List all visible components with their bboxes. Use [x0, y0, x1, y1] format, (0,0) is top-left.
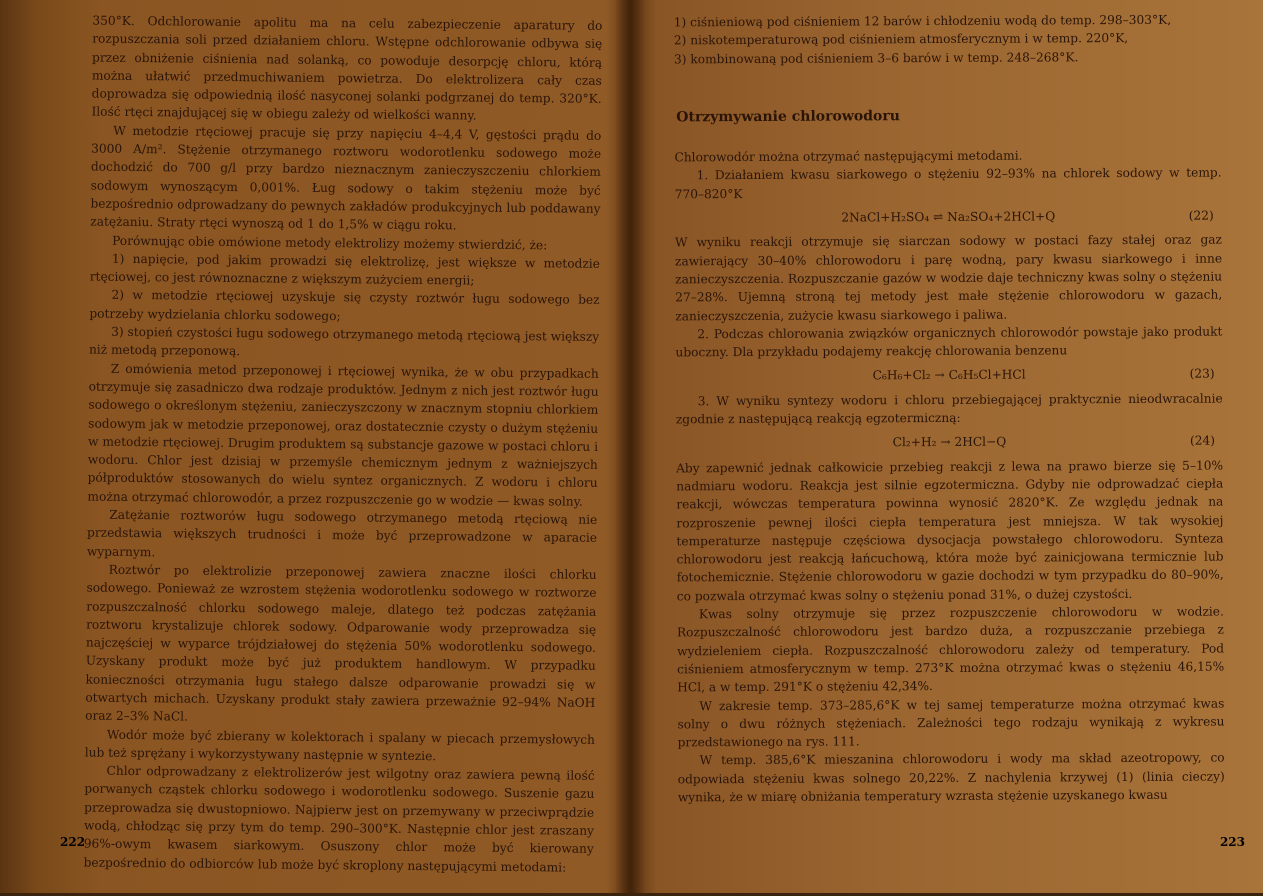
page-number-left: 222 — [60, 835, 86, 849]
equation — [676, 365, 1223, 386]
list-item: 1) napięcie, pod jakim prowadzi się elektrolizę, jest większe w metodzie rtęciowej, co jest równoznaczne z większym zużyciem energii; — [89, 251, 601, 288]
equation — [675, 207, 1222, 228]
list-item: 1) ciśnieniową pod ciśnieniem 12 barów i chłodzeniu wodą do temp. 298–303°K, — [673, 12, 1172, 30]
equation — [676, 432, 1223, 453]
list-item: 3) stopień czystości ługu sodowego otrzymanego metodą rtęciową jest większy niż metodą przeponową. — [88, 324, 600, 359]
paragraph: Chlorowodór można otrzymać następującymi metodami. — [674, 148, 1023, 165]
left-page — [25, 0, 624, 896]
list-item: 3) kombinowaną pod ciśnieniem 3–6 barów i w temp. 248–268°K. — [673, 49, 1079, 66]
page-number-right: 223 — [1219, 835, 1245, 849]
paragraph: Zatężanie roztworów ługu sodowego otrzymanego metodą rtęciową nie przedstawia większych trudności i może być przeprowadzone w aparacie wyparnym. — [86, 507, 598, 559]
paragraph: W wyniku reakcji otrzymuje się siarczan sodowy w postaci fazy stałej oraz gaz zawierający 30–40% chlorowodoru i parę wodną, pary kwasu siarkowego i inne zanieczyszczenia. Rozpuszczanie gazów w wodzie daje techniczny kwas solny o stężeniu 27–28%. Ujemną stroną tej metody jest małe stężenie chlorowodoru w gazach, zanieczyszczenia, zużycie kwasu siarkowego i paliwa. — [674, 232, 1223, 323]
paragraph: W zakresie temp. 373–285,6°K w tej samej temperaturze można otrzymać kwas solny o dwu różnych stężeniach. Zależności tego rodzaju wynikają z wykresu przedstawionego na rys. 111. — [677, 696, 1225, 750]
paragraph: W metodzie rtęciowej pracuje się przy napięciu 4–4,4 V, gęstości prądu do 3000 A/m². Stężenie otrzymanego roztworu wodorotlenku sodowego może dochodzić do 700 g/l przy bardzo nieznacznym zanieczyszczeniu chlorkiem sodowym wynoszącym 0,001%. Ług sodowy o takim stężeniu może być bezpośrednio odprowadzany do pewnych zakładów produkcyjnych lub poddawany zatężaniu. Straty rtęci wynoszą od 1 do 1,5% w ciągu roku. — [90, 123, 602, 233]
equation-number: (22) — [1188, 208, 1214, 223]
equation-number: (24) — [1189, 433, 1216, 449]
paragraph: Chlor odprowadzany z elektrolizerów jest wilgotny oraz zawiera pewną ilość porwanych cząstek chlorku sodowego i wodorotlenku sodowego. Suszenie gazu przeprowadza się dwustopniowo. Najpierw jest on przemywany w przeciwprądzie wodą, chłodząc się przy tym do temp. 290–300°K. Następnie chlor jest zraszany 96%-owym kwasem siarkowym. Osuszony chlor może być kierowany bezpośrednio do odbiorców lub może być skroplony następującymi metodami: — [83, 763, 595, 875]
equation-text: Cl₂+H₂ → 2HCl−Q — [892, 434, 1007, 450]
liquefaction-methods-list — [674, 11, 1221, 69]
paragraph: Roztwór po elektrolizie przeponowej zawiera znaczne ilości chlorku sodowego. Ponieważ ze wzrostem stężenia wodorotlenku sodowego w roztworze rozpuszczalność chlorku sodowego maleje, dlatego też podczas zatężania roztworu krystalizuje chlorek sodowy. Odparowanie wody przeprowadza się najczęściej w wyparce trójdziałowej do stężenia 50% wodorotlenku sodowego. Uzyskany produkt może być już produktem handlowym. W przypadku konieczności otrzymania ługu stałego dalsze odparowanie prowadzi się w otwartych michach. Uzyskany produkt stały zawiera przeważnie 92–94% NaOH oraz 2–3% NaCl. — [85, 562, 597, 724]
comparison-list — [89, 249, 600, 364]
section-heading: Otrzymywanie chlorowodoru — [676, 108, 900, 126]
equation-number: (23) — [1189, 367, 1215, 382]
paragraph: Z omówienia metod przeponowej i rtęciowej wynika, że w obu przypadkach otrzymuje się zasadniczo dwa rodzaje produktów. Jednym z nich jest roztwór ługu sodowego o określonym stężeniu, zanieczyszczony w znacznym stopniu chlorkiem sodowym jak w metodzie przeponowej, oraz dostatecznie czysty o dużym stężeniu w metodzie rtęciowej. Drugim produktem są substancje gazowe w postaci chloru i wodoru. Chlor jest dzisiaj w przemyśle chemicznym jednym z ważniejszych półproduktów stosowanych do wielu syntez organicznych. Z wodoru i chloru można otrzymać chlorowodór, a przez rozpuszczenie go w wodzie — kwas solny. — [87, 361, 599, 509]
paragraph: Kwas solny otrzymuje się przez rozpuszczenie chlorowodoru w wodzie. Rozpuszczalność chlorowodoru jest bardzo duża, a rozpuszczanie przebiega z wydzieleniem ciepła. Rozpuszczalność chlorowodoru zależy od temperatury. Pod ciśnieniem atmosferycznym w temp. 273°K można otrzymać kwas o stężeniu 46,15% HCl, a w temp. 291°K o stężeniu 42,34%. — [676, 604, 1225, 695]
right-page — [638, 0, 1238, 895]
paragraph: Wodór może być zbierany w kolektorach i spalany w piecach przemysłowych lub też sprężany i wykorzystywany następnie w syntezie. — [84, 727, 596, 764]
paragraph: 3. W wyniku syntezy wodoru i chloru przebiegającej praktycznie nieodwracalnie zgodnie z następującą reakcją egzotermiczną: — [675, 391, 1223, 427]
list-item: 2) w metodzie rtęciowej uzyskuje się czysty roztwór ługu sodowego bez potrzeby wydzielania chlorku sodowego; — [89, 288, 600, 323]
paragraph: 2. Podczas chlorowania związków organicznych chlorowodór powstaje jako produkt uboczny. Dla przykładu podajemy reakcję chlorowania benzenu — [675, 324, 1223, 360]
paragraph: Porównując obie omówione metody elektrolizy możemy stwierdzić, że: — [112, 233, 548, 252]
paragraph: W temp. 385,6°K mieszanina chlorowodoru i wody ma skład azeotropowy, co odpowiada stężeniu kwas solnego 20,22%. Z nachylenia krzywej (1) (linia cieczy) wynika, że w miarę obniżania temperatury wzrasta stężenie uzyskanego kwasu — [677, 750, 1225, 805]
paragraph: 350°K. Odchlorowanie apolitu ma na celu zabezpieczenie aparatury do rozpuszczania soli przed działaniem chloru. Wstępne odchlorowanie odbywa się przez obniżenie ciśnienia nad solanką, co powoduje desorpcję chloru, którą można ułatwić przedmuchiwaniem powietrza. Do elektrolizera cały czas doprowadza się odpowiednią ilość nasyconej solanki podgrzanej do temp. 320°K. Ilość rtęci znajdującej się w obiegu zależy od wielkości wanny. — [91, 13, 603, 124]
list-item: 2) niskotemperaturową pod ciśnieniem atmosferycznym i w temp. 220°K, — [673, 31, 1129, 48]
paragraph: Aby zapewnić jednak całkowicie przebieg reakcji z lewa na prawo bierze się 5–10% nadmiaru wodoru. Reakcja jest silnie egzotermiczna. Gdyby nie odprowadzać ciepła reakcji, wówczas temperatura powinna wynosić 2820°K. Ze względu jednak na rozproszenie pewnej ilości ciepła temperatura jest mniejsza. W tak wysokiej temperaturze następuje częściowa dysocjacja powstałego chlorowodoru. Synteza chlorowodoru jest reakcją łańcuchową, która może być zainicjowana termicznie lub fotochemicznie. Stężenie chlorowodoru w gazie dochodzi w tym przypadku do 80–90%, co pozwala otrzymać kwas solny o stężeniu ponad 31%, o dużej czystości. — [676, 458, 1224, 604]
paragraph: 1. Działaniem kwasu siarkowego o stężeniu 92–93% na chlorek sodowy w temp. 770–820°K — [674, 165, 1222, 202]
equation-text: C₆H₆+Cl₂ → C₆H₅Cl+HCl — [872, 367, 1026, 383]
equation-text: 2NaCl+H₂SO₄ ⇌ Na₂SO₄+2HCl+Q — [841, 209, 1056, 225]
